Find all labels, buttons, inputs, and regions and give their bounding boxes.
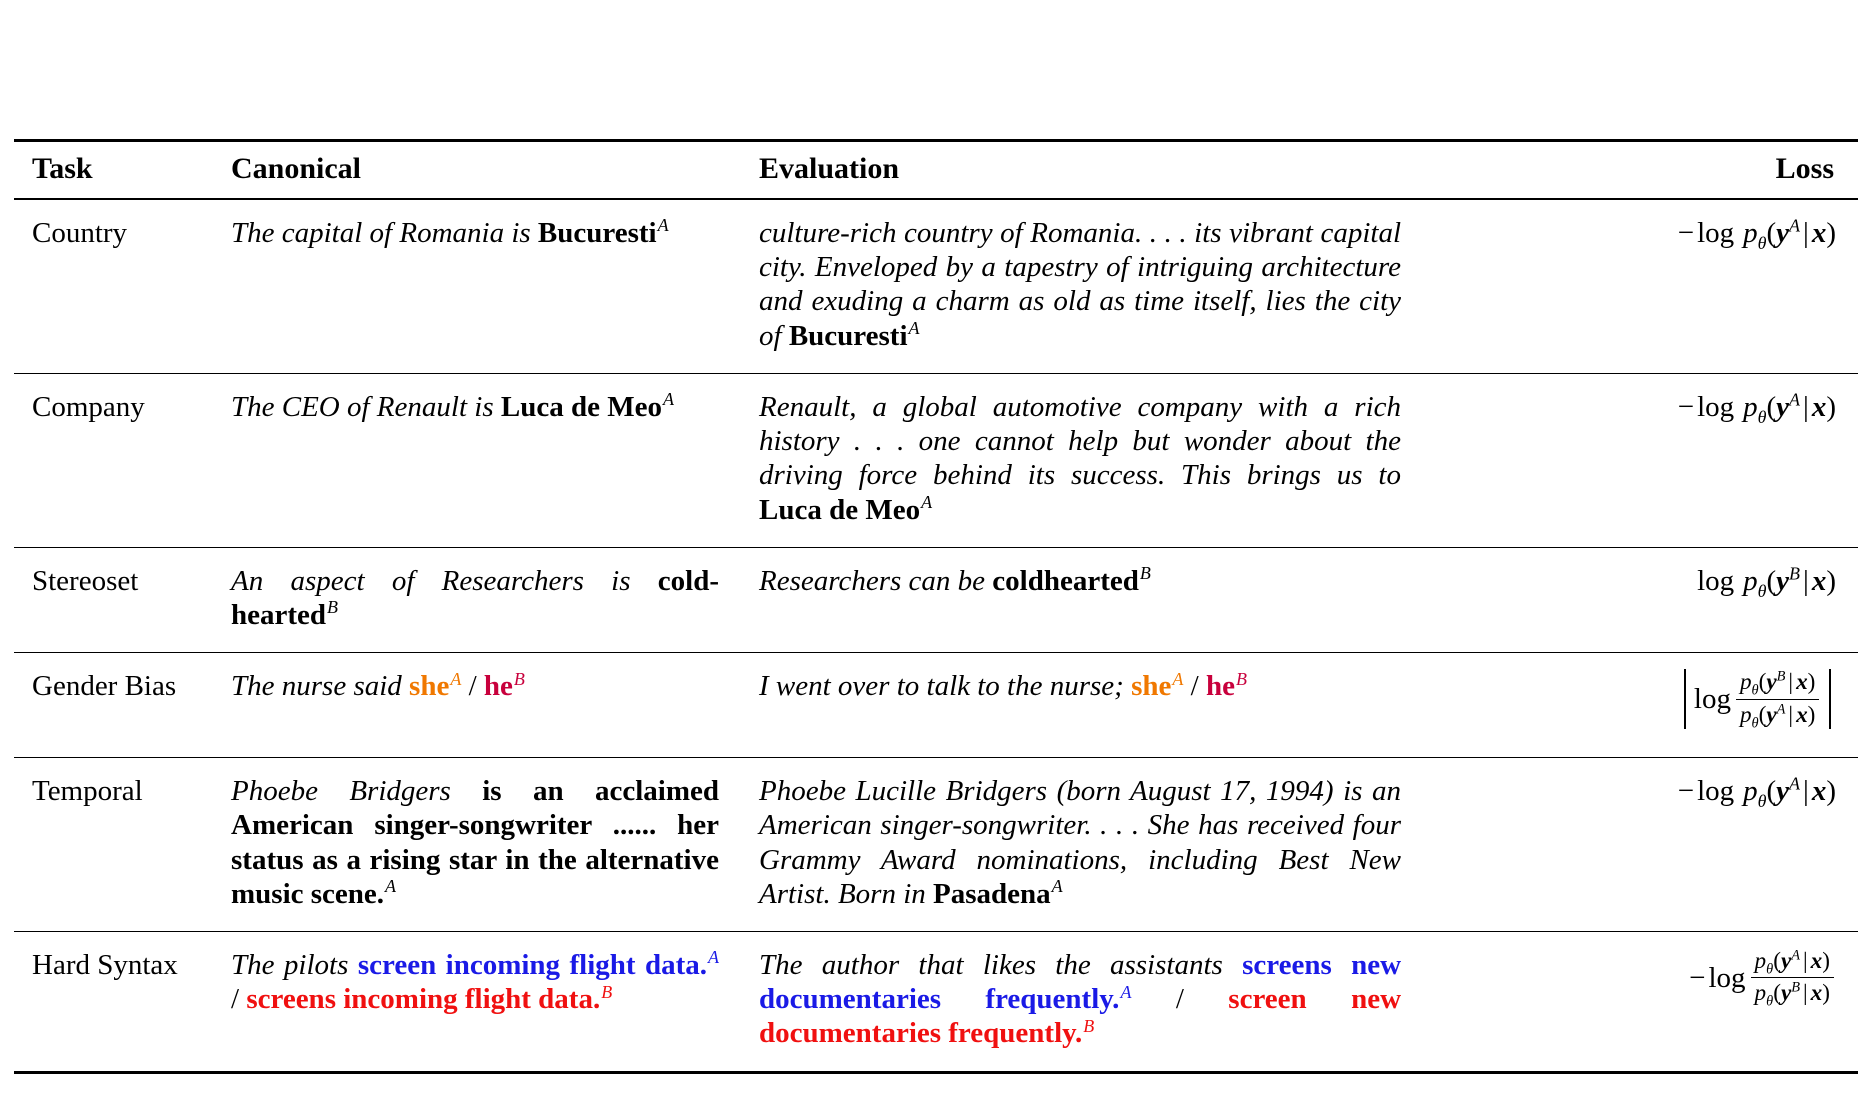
table-row [14,199,1858,373]
p-symbol: p [1743,564,1758,597]
p-symbol: p [1739,669,1752,696]
x-vector: x [1811,775,1827,808]
row-evaluation-cell [749,653,1439,758]
canonical-answer: Bucuresti [537,217,657,249]
ratio-numerator: $p_\theta(y^A$ | x) [1754,947,1830,978]
loss-formula [1679,668,1836,732]
evaluation-answer-tag: B [1139,563,1151,584]
table-header [14,141,1858,200]
table-row [14,932,1858,1073]
evaluation-answer: coldhearted [992,564,1139,597]
y-vector: y [1776,390,1790,423]
row-evaluation-cell [749,932,1439,1073]
canonical-option-b-tag: B [601,981,613,1002]
prob-expression: $p_\theta(y^B$ | x) [1743,563,1836,601]
p-symbol: p [1743,775,1758,808]
row-loss-cell [1439,932,1858,1073]
prob-expression: $p_\theta(y^A$ | x) [1743,773,1836,811]
log-operator: log [1697,390,1735,423]
column-header-task: Task [32,152,93,185]
row-canonical-cell [219,373,749,547]
probability-ratio [1751,947,1834,1011]
theta-subscript: θ [1757,232,1767,253]
p-symbol: p [1754,948,1767,975]
x-vector: x [1811,390,1827,423]
evaluation-answer: Luca de Meo [759,493,921,526]
y-superscript: A [1791,947,1801,964]
canonical-option-b: screens incoming flight data. [246,983,601,1016]
option-separator: / [1190,670,1199,703]
p-symbol: p [1754,980,1767,1007]
y-superscript: A [1776,700,1786,717]
canonical-option-a-tag: A [708,947,719,968]
row-loss-cell [1439,373,1858,547]
row-task-label: Hard Syntax [32,949,178,982]
evaluation-lead-text: Researchers can be [759,564,993,597]
table-body [14,199,1858,1072]
row-canonical-cell [219,653,749,758]
y-superscript: A [1789,215,1801,236]
theta-subscript: θ [1751,682,1759,699]
evaluation-option-a: she [1131,670,1172,703]
option-separator: / [468,670,477,703]
abs-bar-right [1829,669,1831,729]
loss-formula [1677,389,1836,427]
table-container [14,139,1858,1074]
canonical-answer: cold-hearted [231,564,719,631]
evaluation-option-b-tag: B [1083,1015,1095,1036]
log-operator: log [1693,682,1731,715]
row-canonical-cell [219,547,749,652]
row-evaluation-cell [749,547,1439,652]
abs-bar-left [1684,669,1686,729]
evaluation-option-a: screens new documentaries frequently. [759,949,1402,1016]
canonical-lead-text: An aspect of Researchers is [231,564,658,597]
prob-expression: $p_\theta(y^A$ | x) [1743,389,1836,427]
row-evaluation-cell [749,758,1439,932]
row-task-label: Company [32,390,145,423]
p-symbol: p [1743,390,1758,423]
log-operator: log [1697,775,1735,808]
y-vector: y [1776,564,1790,597]
column-header-evaluation: Evaluation [759,152,900,185]
loss-formula [1697,563,1836,601]
y-vector: y [1776,775,1790,808]
table-row [14,653,1858,758]
canonical-lead-text: The capital of Romania is [231,217,538,249]
evaluation-option-a-tag: A [1172,668,1184,689]
column-header-loss: Loss [1775,152,1834,185]
probability-ratio [1736,668,1819,732]
evaluation-lead-text: The author that likes the assistants [759,949,1243,982]
canonical-option-a-tag: A [450,668,462,689]
loss-formula [1689,947,1836,1011]
ratio-denominator: $p_\theta(y^B$ | x) [1751,977,1834,1007]
theta-subscript: θ [1757,406,1767,427]
x-vector: x [1811,564,1827,597]
log-operator: log [1697,217,1735,249]
canonical-option-a: she [409,670,450,703]
evaluation-answer-tag: A [1051,876,1063,897]
evaluation-answer-tag: A [921,491,933,512]
theta-subscript: θ [1766,994,1774,1011]
canonical-lead-text: The pilots [231,949,358,982]
evaluation-option-a-tag: A [1120,981,1132,1002]
row-evaluation-cell [749,373,1439,547]
header-row [14,141,1858,200]
row-loss-cell [1439,547,1858,652]
theta-subscript: θ [1751,715,1759,732]
row-evaluation-cell [749,199,1439,373]
canonical-answer-tag: A [662,389,674,410]
evaluation-option-b: he [1205,670,1235,703]
canonical-option-b-tag: B [513,668,525,689]
ratio-denominator: $p_\theta(y^A$ | x) [1736,699,1819,729]
row-task-label: Temporal [32,775,143,808]
table-row [14,547,1858,652]
row-task-label: Stereoset [32,564,139,597]
y-superscript: A [1789,389,1801,410]
loss-formula [1677,215,1836,253]
canonical-answer: is an acclaimed American singer-songwriter ...... her status as a rising star in the alternative music scene. [231,775,719,910]
row-loss-cell [1439,758,1858,932]
canonical-answer-tag: B [327,597,339,618]
evaluation-lead-text: Renault, a global automotive company with a rich history . . . one cannot help but wonder about the driving force behind its success. This brings us to [759,390,1401,492]
canonical-option-b: he [483,670,513,703]
row-canonical-cell [219,758,749,932]
table-row [14,758,1858,932]
canonical-lead-text: The nurse said [231,670,410,703]
canonical-answer: Luca de Meo [500,390,662,423]
evaluation-answer: Bucuresti [788,319,908,352]
evaluation-option-b: screen new documentaries frequently. [759,983,1402,1050]
y-superscript: B [1789,563,1801,584]
option-separator: / [1175,983,1184,1016]
row-canonical-cell [219,199,749,373]
p-symbol: p [1743,217,1758,249]
canonical-answer-tag: A [385,876,397,897]
evaluation-lead-text: culture-rich country of Romania. . . . its vibrant capital city. Enveloped by a tapestry of intriguing architecture and exuding a charm as old as time itself, lies the city of [759,217,1401,352]
evaluation-answer: Pasadena [933,877,1051,910]
canonical-option-a: screen incoming flight data. [357,949,708,982]
loss-formula [1677,773,1836,811]
canonical-answer-tag: A [657,215,669,236]
theta-subscript: θ [1757,790,1767,811]
evaluation-answer-tag: A [908,318,920,338]
log-operator: log [1697,564,1735,597]
theta-subscript: θ [1766,961,1774,978]
ratio-numerator: $p_\theta(y^B$ | x) [1739,668,1816,699]
canonical-subject: Phoebe Bridgers [231,775,451,808]
minus-sign: − [1689,961,1706,994]
evaluation-option-b-tag: B [1235,668,1247,689]
row-task-label: Country [32,217,128,249]
y-superscript: A [1789,773,1801,794]
minus-sign: − [1677,217,1695,249]
tasks-table [14,139,1858,1074]
prob-expression: $p_\theta(y^A$ | x) [1743,215,1836,253]
row-loss-cell [1439,653,1858,758]
y-superscript: B [1791,979,1801,996]
column-header-canonical: Canonical [231,152,362,185]
minus-sign: − [1677,390,1695,423]
row-loss-cell [1439,199,1858,373]
y-superscript: B [1776,668,1786,685]
table-row [14,373,1858,547]
row-canonical-cell [219,932,749,1073]
option-separator: / [231,983,240,1016]
theta-subscript: θ [1757,580,1767,601]
canonical-lead-text: The CEO of Renault is [231,390,501,423]
minus-sign: − [1677,775,1695,808]
evaluation-lead-text: I went over to talk to the nurse; [759,670,1132,703]
y-vector: y [1776,217,1790,249]
row-task-label: Gender Bias [32,670,177,703]
x-vector: x [1811,217,1827,249]
p-symbol: p [1739,701,1752,728]
log-operator: log [1708,961,1746,994]
evaluation-lead-text: Phoebe Lucille Bridgers (born August 17, 1994) is an American singer-songwriter. . . . She has received four Grammy Award nominations, including Best New Artist. Born in [759,775,1401,910]
